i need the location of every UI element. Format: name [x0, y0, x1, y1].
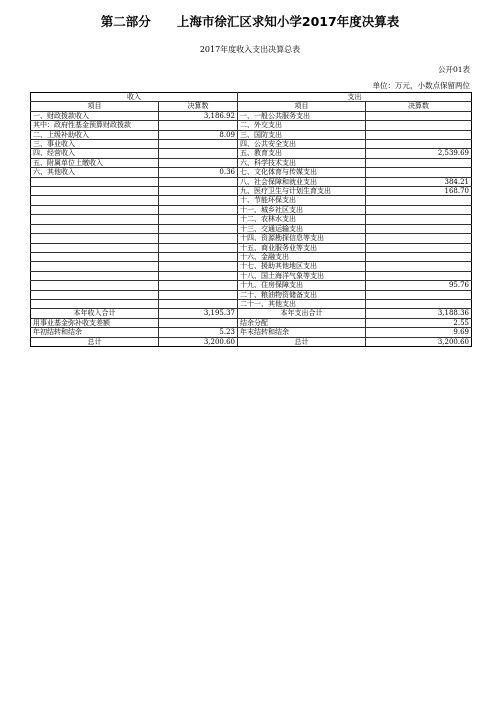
income-item-cell [31, 215, 159, 224]
expense-item-cell: 十七、援助其他地区支出 [238, 262, 366, 271]
expense-amount-cell [366, 271, 472, 280]
income-amount-cell [159, 262, 238, 271]
income-amount-cell [159, 243, 238, 252]
income-amount-cell [159, 299, 238, 308]
table-row [31, 243, 472, 252]
income-item-cell [31, 187, 159, 196]
table-row [31, 121, 472, 130]
expense-amount-cell [366, 121, 472, 130]
expense-amount-cell [366, 111, 472, 120]
income-item-cell: 其中：政府性基金预算财政拨款 [31, 121, 159, 130]
table-row [31, 111, 472, 120]
expense-item-cell: 四、公共安全支出 [238, 140, 366, 149]
expense-item-cell: 六、科学技术支出 [238, 158, 366, 167]
expense-amount-cell [366, 290, 472, 299]
income-amount-cell [159, 205, 238, 214]
expense-item-cell: 二十一、其他支出 [238, 299, 366, 308]
income-header: 收入 [31, 93, 238, 102]
income-amount-cell [159, 149, 238, 158]
expense-header: 支出 [238, 93, 472, 102]
income-amount-cell: 8.09 [159, 130, 238, 139]
income-value-cell: 3,195.37 [159, 309, 238, 318]
table-row [31, 158, 472, 167]
expense-amount-cell [366, 130, 472, 139]
income-item-cell: 一、财政拨款收入 [31, 111, 159, 120]
income-item-cell: 二、上级补助收入 [31, 130, 159, 139]
expense-amount-cell [366, 262, 472, 271]
expense-amount-cell [366, 196, 472, 205]
expense-amount-cell: 95.76 [366, 281, 472, 290]
income-item-cell: 三、事业收入 [31, 140, 159, 149]
expense-label-cell: 年末结转和结余 [238, 328, 366, 337]
table-row [31, 281, 472, 290]
column-header-row [31, 102, 472, 111]
expense-amount-cell [366, 158, 472, 167]
expense-amount-cell [366, 243, 472, 252]
expense-label-cell: 总计 [238, 337, 366, 346]
income-item-cell [31, 205, 159, 214]
expense-value-cell: 3,188.36 [366, 309, 472, 318]
income-item-cell [31, 271, 159, 280]
income-item-cell [31, 290, 159, 299]
income-amount-cell [159, 215, 238, 224]
expense-item-cell: 十八、国土海洋气象等支出 [238, 271, 366, 280]
expense-label-cell: 结余分配 [238, 318, 366, 327]
income-expense-table [30, 92, 472, 347]
page-title: 第二部分 上海市徐汇区求知小学2017年度决算表 [100, 14, 400, 29]
expense-amount-cell: 2,539.69 [366, 149, 472, 158]
expense-item-cell: 十一、城乡社区支出 [238, 205, 366, 214]
income-item-cell [31, 196, 159, 205]
table-row [31, 187, 472, 196]
expense-item-cell: 九、医疗卫生与计划生育支出 [238, 187, 366, 196]
expense-value-cell: 3,200.60 [366, 337, 472, 346]
expense-item-cell: 五、教育支出 [238, 149, 366, 158]
income-value-cell: 5.23 [159, 328, 238, 337]
income-item-header: 项目 [31, 102, 159, 111]
expense-value-cell: 9.69 [366, 328, 472, 337]
income-label-cell: 年初结转和结余 [31, 328, 159, 337]
expense-item-header: 项目 [238, 102, 366, 111]
expense-amount-cell [366, 224, 472, 233]
expense-item-cell: 十三、交通运输支出 [238, 224, 366, 233]
income-value-cell: 3,200.60 [159, 337, 238, 346]
income-amount-cell [159, 290, 238, 299]
income-item-cell [31, 281, 159, 290]
expense-item-cell: 十四、资源勘探信息等支出 [238, 234, 366, 243]
income-label-cell: 总计 [31, 337, 159, 346]
expense-item-cell: 十、节能环保支出 [238, 196, 366, 205]
table-row [31, 252, 472, 261]
expense-value-cell: 2.55 [366, 318, 472, 327]
expense-amount-cell [366, 215, 472, 224]
income-label-cell: 本年收入合计 [31, 309, 159, 318]
income-amount-cell [159, 121, 238, 130]
table-row [31, 168, 472, 177]
expense-item-cell: 十五、商业服务业等支出 [238, 243, 366, 252]
income-amount-cell [159, 187, 238, 196]
table-row [31, 205, 472, 214]
expense-amount-cell [366, 140, 472, 149]
expense-item-cell: 二、外交支出 [238, 121, 366, 130]
grand-total-row [31, 337, 472, 346]
table-row [31, 224, 472, 233]
income-item-cell [31, 252, 159, 261]
income-value-cell [159, 318, 238, 327]
expense-item-cell: 十九、住房保障支出 [238, 281, 366, 290]
income-item-cell: 四、经营收入 [31, 149, 159, 158]
unit-note: 单位：万元，小数点保留两位 [372, 81, 470, 90]
income-amount-header: 决算数 [159, 102, 238, 111]
section-header-row [31, 93, 472, 102]
income-amount-cell [159, 252, 238, 261]
expense-item-cell: 十二、农林水支出 [238, 215, 366, 224]
income-item-cell [31, 234, 159, 243]
expense-item-cell: 八、社会保障和就业支出 [238, 177, 366, 186]
income-amount-cell [159, 281, 238, 290]
expense-item-cell: 二十、粮油物资储备支出 [238, 290, 366, 299]
table-row [31, 140, 472, 149]
income-item-cell [31, 177, 159, 186]
income-amount-cell [159, 140, 238, 149]
income-amount-cell [159, 196, 238, 205]
table-code: 公开01表 [437, 65, 470, 74]
expense-amount-cell [366, 168, 472, 177]
income-item-cell [31, 262, 159, 271]
income-amount-cell: 3,186.92 [159, 111, 238, 120]
table-row [31, 271, 472, 280]
expense-item-cell: 三、国防支出 [238, 130, 366, 139]
expense-item-cell: 十六、金融支出 [238, 252, 366, 261]
expense-amount-cell: 168.70 [366, 187, 472, 196]
totals-row [31, 309, 472, 318]
expense-amount-cell [366, 234, 472, 243]
expense-amount-cell [366, 205, 472, 214]
table-row [31, 299, 472, 308]
table-row [31, 177, 472, 186]
table-row [31, 130, 472, 139]
table-subtitle: 2017年度收入支出决算总表 [199, 45, 301, 54]
fund-gap-row [31, 318, 472, 327]
income-item-cell [31, 299, 159, 308]
income-item-cell [31, 224, 159, 233]
income-amount-cell [159, 234, 238, 243]
income-amount-cell: 0.36 [159, 168, 238, 177]
expense-item-cell: 一、一般公共服务支出 [238, 111, 366, 120]
income-amount-cell [159, 177, 238, 186]
income-amount-cell [159, 158, 238, 167]
income-item-cell [31, 243, 159, 252]
table-row [31, 262, 472, 271]
balance-row [31, 328, 472, 337]
income-amount-cell [159, 224, 238, 233]
income-amount-cell [159, 271, 238, 280]
table-row [31, 234, 472, 243]
expense-amount-cell: 384.21 [366, 177, 472, 186]
expense-label-cell: 本年支出合计 [238, 309, 366, 318]
expense-item-cell: 七、文化体育与传媒支出 [238, 168, 366, 177]
income-item-cell: 六、其他收入 [31, 168, 159, 177]
table-row [31, 196, 472, 205]
expense-amount-header: 决算数 [366, 102, 472, 111]
table-row [31, 149, 472, 158]
table-row [31, 290, 472, 299]
expense-amount-cell [366, 252, 472, 261]
income-label-cell: 用事业基金弥补收支差额 [31, 318, 159, 327]
table-row [31, 215, 472, 224]
expense-amount-cell [366, 299, 472, 308]
income-item-cell: 五、附属单位上缴收入 [31, 158, 159, 167]
